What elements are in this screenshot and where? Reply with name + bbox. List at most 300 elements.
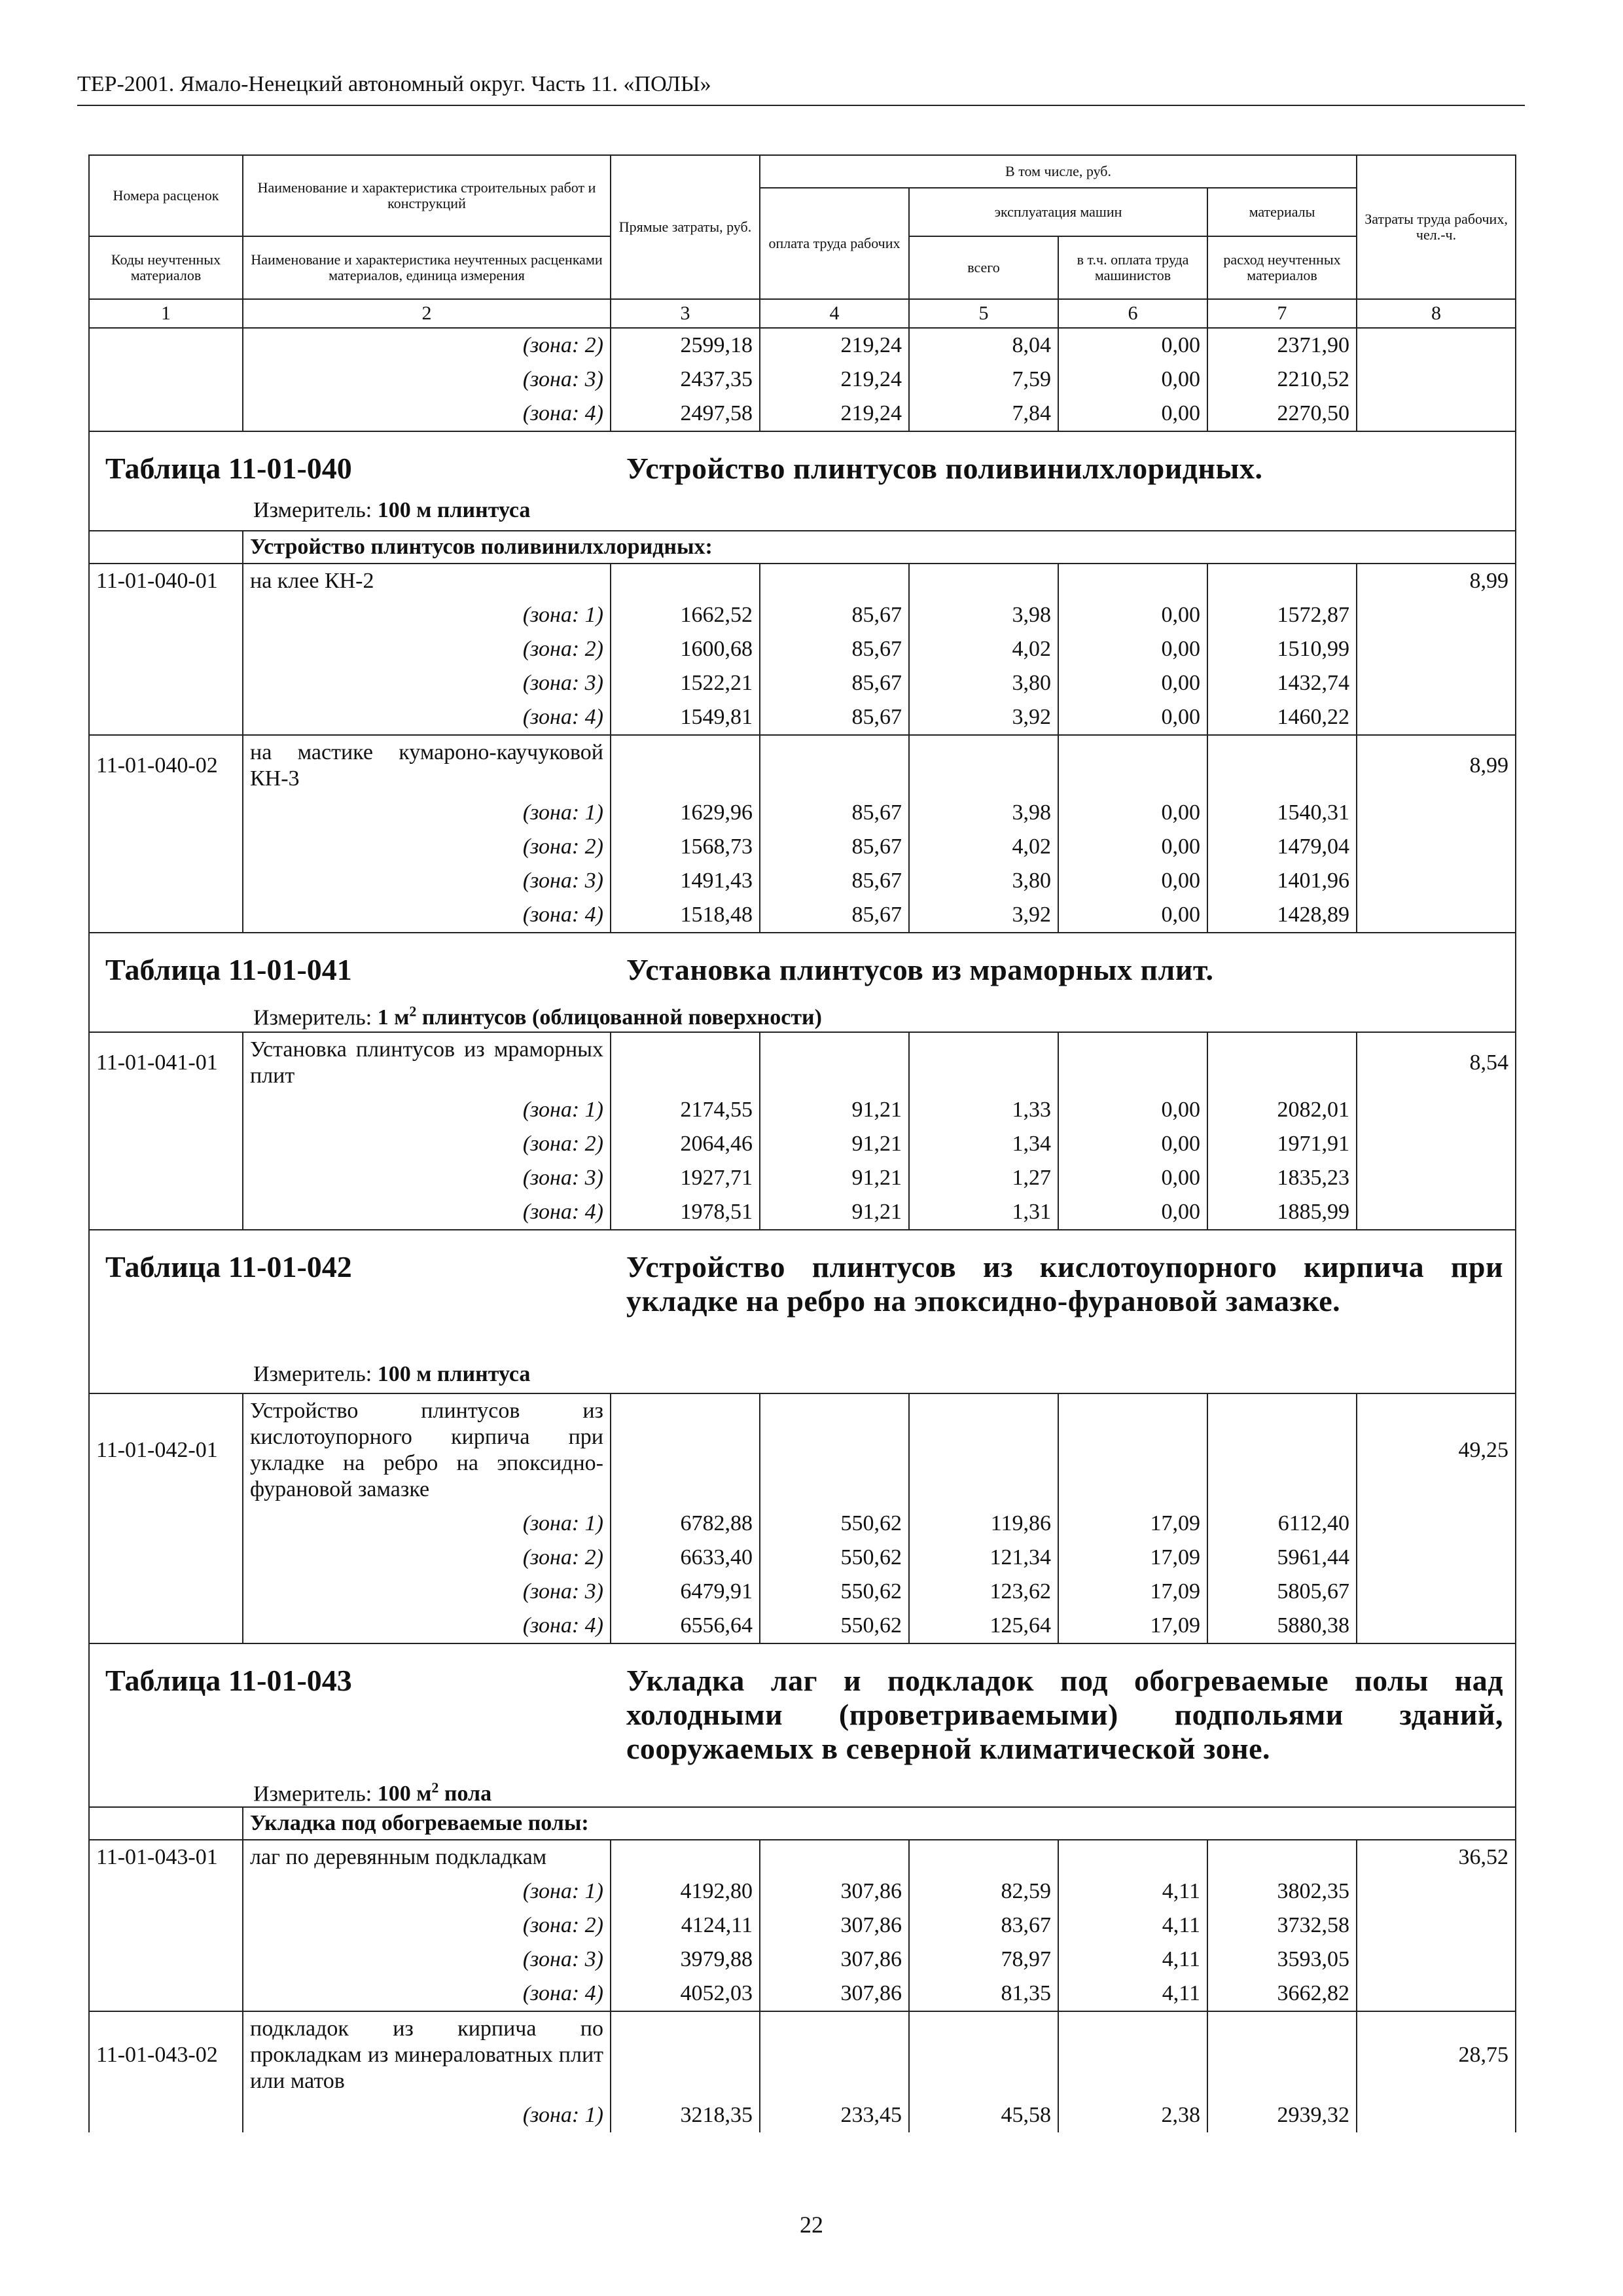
table-caption-row: [89, 1230, 1516, 1393]
value-cell: 1428,89: [1207, 898, 1357, 933]
zone-label: (зона: 2): [243, 328, 611, 363]
code-cell: [89, 1575, 243, 1609]
value-cell: [760, 2011, 909, 2098]
meter-value: 100 м плинтуса: [377, 498, 531, 522]
value-cell: 2174,55: [611, 1093, 760, 1127]
value-cell: 0,00: [1058, 632, 1207, 666]
value-cell: 3,80: [909, 864, 1058, 898]
section-row: [89, 1807, 1516, 1840]
value-cell: 85,67: [760, 898, 909, 933]
table-title: Устройство плинтусов поливинилхлоридных.: [626, 452, 1263, 485]
value-cell: 85,67: [760, 796, 909, 830]
item-code: 11-01-042-01: [89, 1393, 243, 1507]
value-cell: [1058, 735, 1207, 796]
item-description: Устройство плинтусов из кислотоупорного кирпича при укладке на ребро на эпоксидно-фурановой замазке: [243, 1393, 611, 1507]
header-col6: в т.ч. оплата труда машинистов: [1058, 236, 1207, 299]
value-cell: [1207, 735, 1357, 796]
meter-value: [378, 1782, 491, 1806]
table-name: Таблица 11-01-042: [105, 1250, 352, 1283]
value-cell: 2082,01: [1207, 1093, 1357, 1127]
value-cell: 0,00: [1058, 666, 1207, 700]
table-name: Таблица 11-01-040: [105, 452, 352, 485]
value-cell: 2,38: [1058, 2098, 1207, 2132]
meter-value: [378, 1005, 822, 1030]
table-row: [89, 598, 1516, 632]
value-cell: 83,67: [909, 1909, 1058, 1943]
labor-cell: [1357, 1575, 1516, 1609]
value-cell: [1207, 1032, 1357, 1093]
caption-wrap: [90, 1644, 1515, 1806]
value-cell: 1572,87: [1207, 598, 1357, 632]
meter-sup: 2: [431, 1780, 439, 1796]
value-cell: 0,00: [1058, 898, 1207, 933]
labor-cell: [1357, 328, 1516, 363]
code-cell: [89, 666, 243, 700]
value-cell: 0,00: [1058, 1161, 1207, 1195]
value-cell: [611, 1393, 760, 1507]
value-cell: 1401,96: [1207, 864, 1357, 898]
item-description: лаг по деревянным подкладкам: [243, 1840, 611, 1874]
header-col1-top: Номера расценок: [89, 155, 243, 236]
section-row: [89, 531, 1516, 564]
table-name: Таблица 11-01-041: [105, 953, 352, 986]
value-cell: 0,00: [1058, 796, 1207, 830]
table-row: [89, 2098, 1516, 2132]
meter-value: 100 м плинтуса: [377, 1362, 531, 1386]
value-cell: 0,00: [1058, 864, 1207, 898]
value-cell: 78,97: [909, 1943, 1058, 1977]
header-group-machines: эксплуатация машин: [909, 188, 1207, 236]
zone-label: (зона: 3): [243, 1575, 611, 1609]
value-cell: 6112,40: [1207, 1507, 1357, 1541]
code-cell: [89, 328, 243, 363]
value-cell: 7,84: [909, 397, 1058, 431]
meter-sup: 2: [409, 1003, 417, 1020]
value-cell: [611, 564, 760, 598]
value-cell: 1885,99: [1207, 1195, 1357, 1230]
zone-label: (зона: 1): [243, 1507, 611, 1541]
item-code: 11-01-040-02: [89, 735, 243, 796]
meter-label: Измеритель:: [253, 1005, 372, 1030]
value-cell: [909, 1840, 1058, 1874]
value-cell: 0,00: [1058, 700, 1207, 735]
value-cell: 2270,50: [1207, 397, 1357, 431]
labor-cell: [1357, 1127, 1516, 1161]
value-cell: 1518,48: [611, 898, 760, 933]
table-row: [89, 1977, 1516, 2011]
code-cell: [89, 898, 243, 933]
value-cell: 1927,71: [611, 1161, 760, 1195]
item-code: 11-01-040-01: [89, 564, 243, 598]
value-cell: 4,11: [1058, 1977, 1207, 2011]
value-cell: 1600,68: [611, 632, 760, 666]
table-row: [89, 830, 1516, 864]
value-cell: 123,62: [909, 1575, 1058, 1609]
value-cell: 4,11: [1058, 1943, 1207, 1977]
item-code: 11-01-041-01: [89, 1032, 243, 1093]
value-cell: 3802,35: [1207, 1874, 1357, 1909]
column-numbers-row: [89, 299, 1516, 328]
value-cell: 0,00: [1058, 328, 1207, 363]
header-col2-top: Наименование и характеристика строительных работ и конструкций: [243, 155, 611, 236]
value-cell: 1,27: [909, 1161, 1058, 1195]
zone-label: (зона: 4): [243, 1609, 611, 1643]
value-cell: 5805,67: [1207, 1575, 1357, 1609]
value-cell: 219,24: [760, 363, 909, 397]
section-blank: [89, 1807, 243, 1840]
table-row: [89, 1874, 1516, 1909]
value-cell: [1207, 2011, 1357, 2098]
header-col7: расход неучтенных материалов: [1207, 236, 1357, 299]
value-cell: 4,02: [909, 830, 1058, 864]
table-row: [89, 1195, 1516, 1230]
zone-label: (зона: 2): [243, 830, 611, 864]
table-row: [89, 1541, 1516, 1575]
zone-label: (зона: 2): [243, 1127, 611, 1161]
table-caption: [89, 1643, 1516, 1807]
value-cell: 1510,99: [1207, 632, 1357, 666]
zone-label: (зона: 1): [243, 1093, 611, 1127]
value-cell: 2497,58: [611, 397, 760, 431]
value-cell: 1835,23: [1207, 1161, 1357, 1195]
labor-cell: [1357, 2098, 1516, 2132]
table-row: [89, 1127, 1516, 1161]
item-row: [89, 1840, 1516, 1874]
code-cell: [89, 1161, 243, 1195]
value-cell: 0,00: [1058, 1093, 1207, 1127]
value-cell: 85,67: [760, 700, 909, 735]
header-col4: оплата труда рабочих: [760, 188, 909, 299]
zone-label: (зона: 3): [243, 864, 611, 898]
code-cell: [89, 1195, 243, 1230]
value-cell: [1058, 1032, 1207, 1093]
value-cell: 119,86: [909, 1507, 1058, 1541]
table-row: [89, 328, 1516, 363]
table-title: Укладка лаг и подкладок под обогреваемые полы над холодными (проветриваемыми) подпольями зданий, сооружаемых в северной климатической зоне.: [626, 1664, 1503, 1765]
header-rule: [77, 105, 1525, 106]
value-cell: 1,34: [909, 1127, 1058, 1161]
value-cell: [760, 564, 909, 598]
labor-cell: [1357, 1161, 1516, 1195]
item-row: [89, 2011, 1516, 2098]
section-title: Укладка под обогреваемые полы:: [243, 1807, 1516, 1840]
value-cell: 91,21: [760, 1093, 909, 1127]
item-description: подкладок из кирпича по прокладкам из минераловатных плит или матов: [243, 2011, 611, 2098]
value-cell: 0,00: [1058, 1127, 1207, 1161]
meter-label: Измеритель:: [253, 1362, 372, 1386]
code-cell: [89, 598, 243, 632]
value-cell: 0,00: [1058, 397, 1207, 431]
zone-label: (зона: 1): [243, 1874, 611, 1909]
value-cell: 4,02: [909, 632, 1058, 666]
labor-cell: [1357, 864, 1516, 898]
value-cell: [1058, 2011, 1207, 2098]
value-cell: 233,45: [760, 2098, 909, 2132]
table-caption-row: [89, 1643, 1516, 1807]
labor-cell: [1357, 1195, 1516, 1230]
value-cell: 45,58: [909, 2098, 1058, 2132]
value-cell: 307,86: [760, 1909, 909, 1943]
table-caption-row: [89, 431, 1516, 531]
value-cell: 1971,91: [1207, 1127, 1357, 1161]
value-cell: 3,98: [909, 796, 1058, 830]
zone-label: (зона: 3): [243, 1943, 611, 1977]
item-code: 11-01-043-01: [89, 1840, 243, 1874]
labor-cell: [1357, 1093, 1516, 1127]
value-cell: 85,67: [760, 864, 909, 898]
code-cell: [89, 796, 243, 830]
value-cell: [611, 1032, 760, 1093]
value-cell: 17,09: [1058, 1575, 1207, 1609]
value-cell: [760, 1840, 909, 1874]
running-header: ТЕР-2001. Ямало-Ненецкий автономный округ. Часть 11. «ПОЛЫ»: [77, 72, 711, 96]
table-row: [89, 864, 1516, 898]
labor-cell: [1357, 363, 1516, 397]
table-meter: [253, 999, 822, 1031]
zone-label: (зона: 3): [243, 1161, 611, 1195]
value-cell: 0,00: [1058, 598, 1207, 632]
code-cell: [89, 1093, 243, 1127]
value-cell: 8,04: [909, 328, 1058, 363]
table-row: [89, 1161, 1516, 1195]
value-cell: [1207, 1393, 1357, 1507]
value-cell: 4,11: [1058, 1874, 1207, 1909]
value-cell: 17,09: [1058, 1507, 1207, 1541]
value-cell: [611, 1840, 760, 1874]
value-cell: [909, 1032, 1058, 1093]
value-cell: 85,67: [760, 598, 909, 632]
table-row: [89, 1909, 1516, 1943]
value-cell: 219,24: [760, 328, 909, 363]
labor-cell: [1357, 666, 1516, 700]
value-cell: 91,21: [760, 1195, 909, 1230]
table-row: [89, 898, 1516, 933]
code-cell: [89, 1874, 243, 1909]
table-row: [89, 1943, 1516, 1977]
labor-cell: [1357, 397, 1516, 431]
header-col5: всего: [909, 236, 1058, 299]
item-labor: 8,54: [1357, 1032, 1516, 1093]
value-cell: 1568,73: [611, 830, 760, 864]
value-cell: 2064,46: [611, 1127, 760, 1161]
value-cell: [909, 1393, 1058, 1507]
value-cell: 1432,74: [1207, 666, 1357, 700]
caption-wrap: [90, 933, 1515, 1031]
item-labor: 28,75: [1357, 2011, 1516, 2098]
labor-cell: [1357, 1609, 1516, 1643]
item-description: на клее КН-2: [243, 564, 611, 598]
value-cell: [1207, 564, 1357, 598]
value-cell: 125,64: [909, 1609, 1058, 1643]
price-table: [88, 154, 1515, 2132]
code-cell: [89, 1977, 243, 2011]
value-cell: 4052,03: [611, 1977, 760, 2011]
item-description: Установка плинтусов из мраморных плит: [243, 1032, 611, 1093]
value-cell: 1,33: [909, 1093, 1058, 1127]
table-row: [89, 632, 1516, 666]
code-cell: [89, 864, 243, 898]
value-cell: 4124,11: [611, 1909, 760, 1943]
labor-cell: [1357, 1507, 1516, 1541]
table-title: Устройство плинтусов из кислотоупорного кирпича при укладке на ребро на эпоксидно-фурановой замазке.: [626, 1250, 1503, 1318]
code-cell: [89, 830, 243, 864]
value-cell: 550,62: [760, 1609, 909, 1643]
zone-label: (зона: 1): [243, 796, 611, 830]
table-meter: [253, 1775, 491, 1807]
column-number: 2: [243, 299, 611, 328]
zone-label: (зона: 3): [243, 363, 611, 397]
labor-cell: [1357, 632, 1516, 666]
column-number: 5: [909, 299, 1058, 328]
table-row: [89, 700, 1516, 735]
value-cell: 3218,35: [611, 2098, 760, 2132]
value-cell: 550,62: [760, 1575, 909, 1609]
value-cell: [611, 2011, 760, 2098]
value-cell: 2371,90: [1207, 328, 1357, 363]
zone-label: (зона: 1): [243, 2098, 611, 2132]
column-number: 7: [1207, 299, 1357, 328]
item-row: [89, 1393, 1516, 1507]
value-cell: 1629,96: [611, 796, 760, 830]
item-code: 11-01-043-02: [89, 2011, 243, 2098]
table-caption-row: [89, 933, 1516, 1032]
value-cell: 6782,88: [611, 1507, 760, 1541]
table-meter: [253, 1361, 530, 1388]
zone-label: (зона: 4): [243, 1977, 611, 2011]
value-cell: 3,80: [909, 666, 1058, 700]
section-blank: [89, 531, 243, 564]
zone-label: (зона: 3): [243, 666, 611, 700]
caption-wrap: [90, 432, 1515, 530]
table-meter: [253, 497, 530, 524]
code-cell: [89, 1541, 243, 1575]
zone-label: (зона: 4): [243, 1195, 611, 1230]
value-cell: 3593,05: [1207, 1943, 1357, 1977]
table-row: [89, 397, 1516, 431]
value-cell: 3662,82: [1207, 1977, 1357, 2011]
meter-value-a: 1 м: [377, 1005, 410, 1030]
column-number: 1: [89, 299, 243, 328]
value-cell: 1549,81: [611, 700, 760, 735]
page-number: 22: [800, 2212, 823, 2238]
zone-label: (зона: 2): [243, 632, 611, 666]
value-cell: 85,67: [760, 830, 909, 864]
table-title: Установка плинтусов из мраморных плит.: [626, 953, 1214, 986]
value-cell: 1662,52: [611, 598, 760, 632]
code-cell: [89, 632, 243, 666]
value-cell: 7,59: [909, 363, 1058, 397]
labor-cell: [1357, 1943, 1516, 1977]
header-group-all: В том числе, руб.: [760, 155, 1357, 188]
value-cell: 307,86: [760, 1874, 909, 1909]
value-cell: 1,31: [909, 1195, 1058, 1230]
table-row: [89, 1575, 1516, 1609]
code-cell: [89, 1609, 243, 1643]
value-cell: 1540,31: [1207, 796, 1357, 830]
value-cell: 85,67: [760, 666, 909, 700]
labor-cell: [1357, 1874, 1516, 1909]
zone-label: (зона: 4): [243, 700, 611, 735]
labor-cell: [1357, 898, 1516, 933]
value-cell: 2599,18: [611, 328, 760, 363]
labor-cell: [1357, 700, 1516, 735]
value-cell: [909, 735, 1058, 796]
labor-cell: [1357, 1909, 1516, 1943]
meter-label: Измеритель:: [253, 498, 372, 522]
value-cell: [760, 1393, 909, 1507]
column-number: 3: [611, 299, 760, 328]
value-cell: 82,59: [909, 1874, 1058, 1909]
code-cell: [89, 2098, 243, 2132]
item-labor: 49,25: [1357, 1393, 1516, 1507]
labor-cell: [1357, 1977, 1516, 2011]
value-cell: 3979,88: [611, 1943, 760, 1977]
value-cell: 0,00: [1058, 1195, 1207, 1230]
item-row: [89, 735, 1516, 796]
zone-label: (зона: 4): [243, 898, 611, 933]
table-caption: [89, 933, 1516, 1032]
column-number: 6: [1058, 299, 1207, 328]
labor-cell: [1357, 830, 1516, 864]
table-row: [89, 796, 1516, 830]
item-row: [89, 564, 1516, 598]
value-cell: 1479,04: [1207, 830, 1357, 864]
item-labor: 36,52: [1357, 1840, 1516, 1874]
item-description: на мастике кумароно-каучуковой КН-3: [243, 735, 611, 796]
item-labor: 8,99: [1357, 735, 1516, 796]
value-cell: 85,67: [760, 632, 909, 666]
column-number: 4: [760, 299, 909, 328]
meter-value-b: плинтусов (облицованной поверхности): [416, 1005, 822, 1030]
value-cell: 3,98: [909, 598, 1058, 632]
value-cell: [1207, 1840, 1357, 1874]
value-cell: 121,34: [909, 1541, 1058, 1575]
value-cell: [1058, 564, 1207, 598]
table-row: [89, 1093, 1516, 1127]
table-row: [89, 363, 1516, 397]
zone-label: (зона: 2): [243, 1541, 611, 1575]
meter-value-a: 100 м: [377, 1782, 432, 1806]
value-cell: 307,86: [760, 1977, 909, 2011]
value-cell: 0,00: [1058, 363, 1207, 397]
value-cell: 1522,21: [611, 666, 760, 700]
value-cell: 1491,43: [611, 864, 760, 898]
code-cell: [89, 1909, 243, 1943]
value-cell: 3,92: [909, 898, 1058, 933]
zone-label: (зона: 1): [243, 598, 611, 632]
value-cell: 5880,38: [1207, 1609, 1357, 1643]
meter-value-b: пола: [438, 1782, 492, 1806]
code-cell: [89, 397, 243, 431]
code-cell: [89, 363, 243, 397]
table-caption: [89, 1230, 1516, 1393]
value-cell: 5961,44: [1207, 1541, 1357, 1575]
labor-cell: [1357, 796, 1516, 830]
value-cell: 307,86: [760, 1943, 909, 1977]
value-cell: 219,24: [760, 397, 909, 431]
value-cell: 2939,32: [1207, 2098, 1357, 2132]
table-name: Таблица 11-01-043: [105, 1664, 352, 1697]
item-row: [89, 1032, 1516, 1093]
section-title: Устройство плинтусов поливинилхлоридных:: [243, 531, 1516, 564]
code-cell: [89, 1507, 243, 1541]
value-cell: 6633,40: [611, 1541, 760, 1575]
table-row: [89, 666, 1516, 700]
labor-cell: [1357, 598, 1516, 632]
header-col1-bottom: Коды неучтенных материалов: [89, 236, 243, 299]
value-cell: 1978,51: [611, 1195, 760, 1230]
value-cell: [611, 735, 760, 796]
